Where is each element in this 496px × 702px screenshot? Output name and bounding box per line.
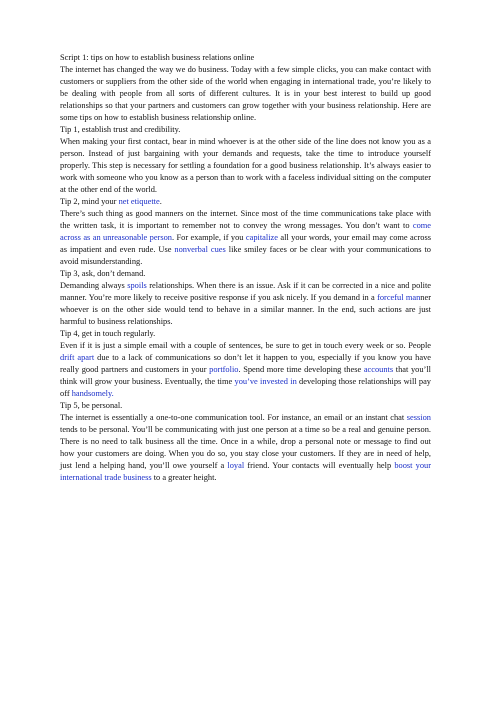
paragraph (60, 136, 431, 196)
text-run: like smiley faces or be clear with your communications to avoid misunderstanding. (60, 245, 431, 266)
highlighted-phrase: you’ve invested in (234, 377, 297, 386)
highlighted-phrase: loyal (227, 461, 245, 470)
paragraph (60, 328, 431, 340)
highlighted-phrase: boost your international trade business (60, 461, 432, 482)
highlighted-phrase: capitalize (245, 233, 278, 242)
highlighted-phrase: forceful man (377, 293, 421, 302)
text-run: Tip 2, mind your (60, 197, 119, 206)
paragraph (60, 400, 431, 412)
text-run: developing those relationships will pay off (60, 377, 431, 398)
paragraph (60, 268, 431, 280)
highlighted-phrase: spoils (127, 281, 147, 290)
text-run: Demanding always (60, 281, 128, 290)
highlighted-phrase: come across as an unreasonable person (60, 221, 431, 242)
document-body (60, 52, 431, 484)
highlighted-phrase: handsomely. (71, 389, 114, 398)
highlighted-phrase: accounts (363, 365, 394, 374)
text-run: tends to be personal. You’ll be communicating with just one person at a time so be a real and genuine person. There is no need to talk business all the time. Once in a while, drop a personal note or message to find out how your customers are doing. When you do so, you stay close your customers. If they are in need of help, just lend a helping hand, you’ll owe yourself a (60, 425, 431, 470)
text-run: Tip 3, ask, don’t demand. (60, 269, 146, 278)
text-run: The internet has changed the way we do business. Today with a few simple clicks, you can make contact with customers or suppliers from the other side of the world when engaging in international trade, you’re likely to be dealing with people from all sorts of different cultures. It is in your best interest to build up good relationships so that your partners and customers can grow together with your business relationship. Here are some tips on how to establish business relationship online. (60, 65, 431, 122)
text-run: friend. Your contacts will eventually help (244, 461, 395, 470)
highlighted-phrase: nonverbal cues (174, 245, 226, 254)
highlighted-phrase: drift apart (60, 353, 95, 362)
paragraph (60, 124, 431, 136)
text-run: relationships. When there is an issue. Ask if it can be corrected in a nice and polite manner. You’re more likely to receive positive response if you ask nicely. If you demand in a (60, 281, 431, 302)
text-run: Even if it is just a simple email with a couple of sentences, be sure to get in touch every week or so. People (60, 341, 431, 350)
paragraph (60, 280, 431, 328)
text-run: . (159, 197, 162, 206)
document-title (60, 52, 431, 64)
highlighted-phrase: portfolio (209, 365, 239, 374)
text-run: . For example, if you (171, 233, 246, 242)
text-run: The internet is essentially a one-to-one communication tool. For instance, an email or an instant chat (60, 413, 407, 422)
text-run: due to a lack of communications so don’t let it happen to you, especially if you know you have really good partners and customers in your (60, 353, 431, 374)
paragraph (60, 196, 431, 208)
text-run: Tip 4, get in touch regularly. (60, 329, 156, 338)
paragraph (60, 64, 431, 124)
highlighted-phrase: session (406, 413, 431, 422)
text-run: to a greater height. (151, 473, 217, 482)
text-run: that you’ll think will grow your business. Eventually, the time (60, 365, 431, 386)
text-run: Tip 5, be personal. (60, 401, 123, 410)
text-run: ner whoever is on the other side would tend to behave in a similar manner. In the end, such actions are just harmful to business relationships. (60, 293, 431, 326)
paragraph (60, 340, 431, 400)
text-run: . Spend more time developing these (238, 365, 364, 374)
text-run: Script 1: tips on how to establish business relations online (60, 53, 255, 62)
paragraph (60, 412, 431, 484)
text-run: There’s such thing as good manners on the internet. Since most of the time communications take place with the written task, it is important to remember not to convey the wrong messages. You don’t want to (60, 209, 431, 230)
text-run: Tip 1, establish trust and credibility. (60, 125, 181, 134)
text-run: When making your first contact, bear in mind whoever is at the other side of the line does not know you as a person. Instead of just bargaining with your demands and requests, take the time to introduce yourself properly. This step is necessary for settling a foundation for a good business relationship. It’s always easier to work with someone who you know as a person than to work with a faceless individual sitting on the computer at the other end of the world. (60, 137, 431, 194)
paragraph (60, 208, 431, 268)
text-run: all your words, your email may come across as impatient and even rude. Use (60, 233, 431, 254)
highlighted-phrase: net etiquette (118, 197, 160, 206)
